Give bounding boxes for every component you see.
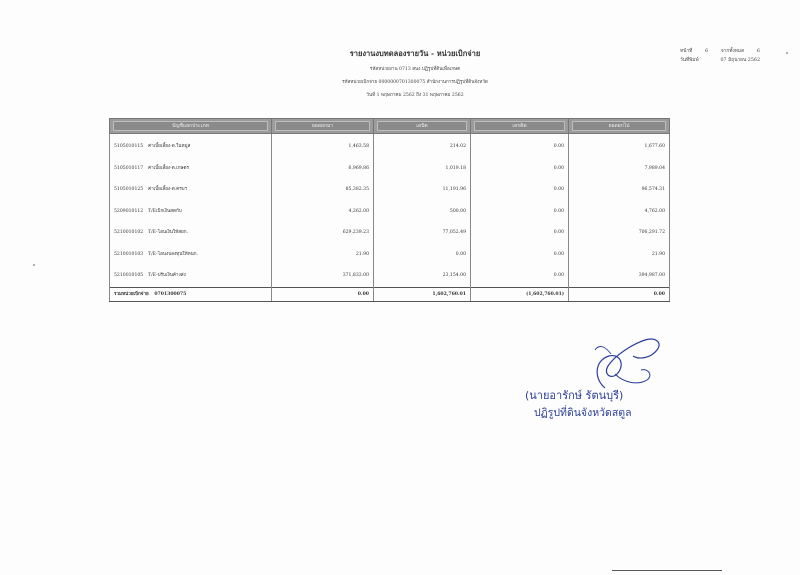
brought-forward-cell: 1,463.58: [272, 134, 374, 158]
credit-cell: 0.00: [471, 201, 569, 223]
table-row: [110, 134, 670, 158]
brought-forward-cell: 629,239.23: [272, 222, 374, 244]
account-name: T/Eเบิกเงินสดกับ: [148, 208, 182, 214]
table-row: [110, 265, 670, 287]
account-name: T/E-ปรับเงินค้างส่ง: [148, 273, 186, 279]
signatory-title: ปฏิรูปที่ดินจังหวัดสตูล: [534, 407, 632, 419]
account-code: 5210010102: [114, 230, 144, 236]
debit-cell: 77,052.49: [374, 222, 471, 244]
total-debit: 1,602,760.01: [374, 287, 471, 301]
brought-forward-cell: 371,833.00: [272, 265, 374, 287]
page-meta: [680, 47, 760, 65]
date-range-line: วันที่ 1 พฤษภาคม 2562 ถึง 31 พฤษภาคม 2562: [366, 93, 464, 98]
brought-forward-cell: 85,382.35: [272, 179, 374, 201]
carried-forward-cell: 96,574.31: [569, 179, 670, 201]
disbursing-unit-line: รหัสหน่วยเบิกจ่าย 0000000701300075 สำนักงานการปฏิรูปที่ดินจังหวัด: [342, 80, 488, 85]
col-header-credit: เครดิต: [471, 119, 569, 134]
table-row: [110, 244, 670, 266]
credit-cell: 0.00: [471, 179, 569, 201]
table-row: [110, 179, 670, 201]
print-date: 07 มิถุนายน 2562: [720, 58, 760, 63]
account-cell: [110, 222, 272, 244]
brought-forward-cell: 21.90: [272, 244, 374, 266]
account-cell: [110, 244, 272, 266]
credit-cell: 0.00: [471, 244, 569, 266]
account-code: 5209010112: [114, 208, 144, 214]
col-header-account: บัญชีแยกประเภท: [110, 119, 272, 134]
account-name: ค่าเบี้ยเลี้ยง-ต.ในหมู่ส: [148, 144, 191, 150]
col-header-brought-forward: ยอดยกมา: [272, 119, 374, 134]
debit-cell: 1,019.18: [374, 158, 471, 180]
total-brought-forward: 0.00: [272, 287, 374, 301]
account-cell: [110, 265, 272, 287]
scan-edge-line: [612, 570, 722, 571]
account-code: 5210010103: [114, 251, 144, 257]
debit-cell: 11,191.96: [374, 179, 471, 201]
account-cell: [110, 201, 272, 223]
total-unit-code: 0701300075: [154, 291, 187, 297]
total-label: รวมหน่วยเบิกจ่าย: [114, 291, 149, 297]
scan-speck: [786, 52, 788, 54]
debit-cell: 500.00: [374, 201, 471, 223]
table-row: [110, 222, 670, 244]
total-row: [110, 287, 670, 301]
carried-forward-cell: 1,677.60: [569, 134, 670, 158]
account-cell: [110, 158, 272, 180]
account-cell: [110, 179, 272, 201]
credit-cell: 0.00: [471, 265, 569, 287]
scan-speck: [33, 264, 35, 266]
carried-forward-cell: 394,987.00: [569, 265, 670, 287]
agency-code-line: รหัสหน่วยงาน 0713 สนง.ปฏิรูปที่ดินเพื่อเกษต: [369, 67, 461, 72]
table-header-row: [110, 119, 670, 134]
account-name: ค่าเบี้ยเลี้ยง-ต.เกษตร: [148, 165, 189, 171]
account-code: 5105010115: [114, 144, 144, 150]
report-title: รายงานงบทดลองรายวัน - หน่วยเบิกจ่าย: [349, 49, 481, 58]
debit-cell: 214.02: [374, 134, 471, 158]
of-label: จากทั้งหมด: [720, 49, 745, 54]
col-header-carried-forward: ยอดยกไป: [569, 119, 670, 134]
table-row: [110, 158, 670, 180]
debit-cell: 23,154.00: [374, 265, 471, 287]
carried-forward-cell: 7,989.04: [569, 158, 670, 180]
trial-balance-table: [109, 118, 670, 302]
account-name: T/E-โอนงบลงทุนให้หนก.: [148, 251, 199, 257]
total-label-cell: [110, 287, 272, 301]
table-row: [110, 201, 670, 223]
print-label: วันที่พิมพ์: [680, 58, 699, 63]
carried-forward-cell: 706,291.72: [569, 222, 670, 244]
col-header-debit: เดบิต: [374, 119, 471, 134]
account-name: ค่าเบี้ยเลี้ยง-ต.ครบฯ: [148, 187, 188, 193]
total-carried-forward: 0.00: [569, 287, 670, 301]
account-cell: [110, 134, 272, 158]
total-pages: 6: [756, 49, 760, 54]
account-code: 5105010125: [114, 187, 144, 193]
brought-forward-cell: 6,969.86: [272, 158, 374, 180]
carried-forward-cell: 4,762.00: [569, 201, 670, 223]
account-code: 5210010105: [114, 273, 144, 279]
carried-forward-cell: 21.90: [569, 244, 670, 266]
account-name: T/E-โอนเงินให้สยก.: [148, 230, 188, 236]
credit-cell: 0.00: [471, 158, 569, 180]
brought-forward-cell: 4,262.00: [272, 201, 374, 223]
credit-cell: 0.00: [471, 222, 569, 244]
report-header: [300, 48, 530, 105]
credit-cell: 0.00: [471, 134, 569, 158]
print-date-row: [680, 56, 760, 65]
account-code: 5105010117: [114, 165, 144, 171]
page-label: หน้าที่: [680, 49, 693, 54]
total-credit: (1,602,760.01): [471, 287, 569, 301]
signatory-name: (นายอารักษ์ รัตนบุรี): [525, 389, 624, 402]
page-number-row: [680, 47, 760, 56]
page-number: 6: [705, 49, 709, 54]
debit-cell: 0.00: [374, 244, 471, 266]
